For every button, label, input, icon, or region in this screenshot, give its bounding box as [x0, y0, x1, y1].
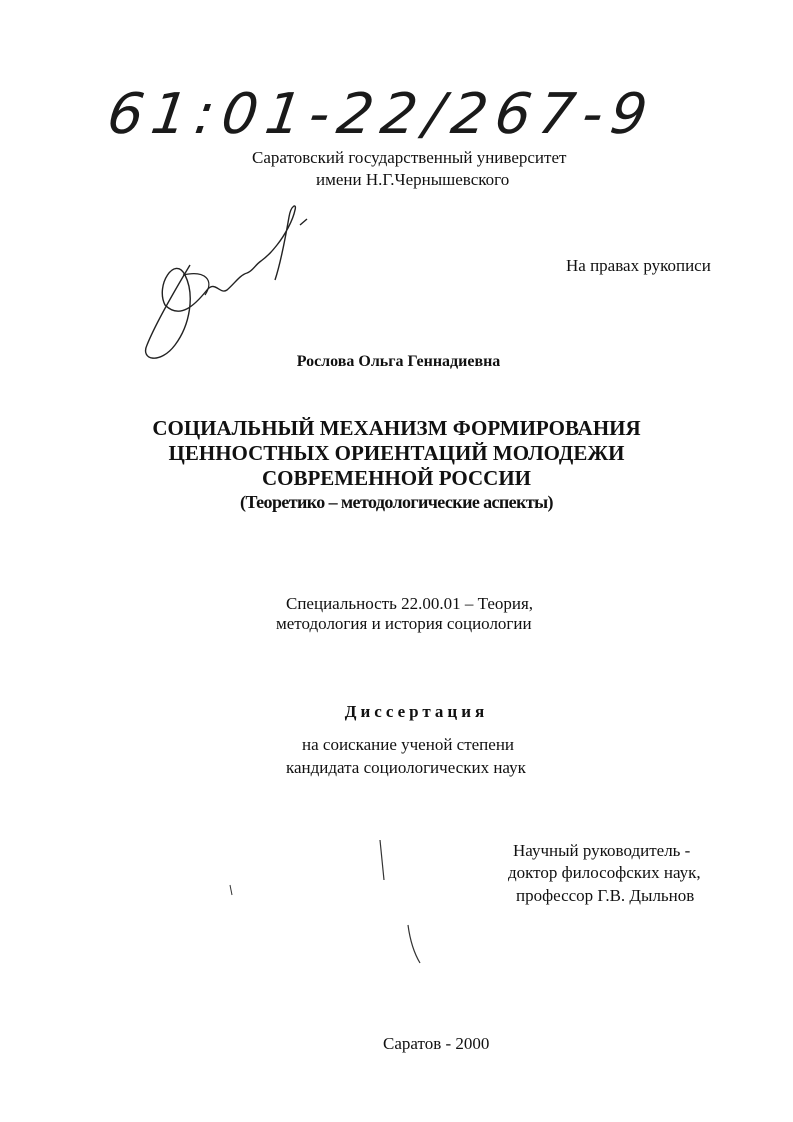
title-line-2: ЦЕННОСТНЫХ ОРИЕНТАЦИЙ МОЛОДЕЖИ [168, 441, 625, 465]
title-line-3: СОВРЕМЕННОЙ РОССИИ [261, 466, 532, 490]
degree-line-1: на соискание ученой степени [302, 735, 515, 754]
signature [135, 195, 335, 375]
title-line-1: СОЦИАЛЬНЫЙ МЕХАНИЗМ ФОРМИРОВАНИЯ [152, 416, 641, 440]
place-and-year: Саратов - 2000 [383, 1034, 490, 1053]
degree-line-2: кандидата социологических наук [286, 758, 526, 777]
rights-note: На правах рукописи [566, 256, 711, 275]
handwritten-catalog-number: 61:01-22/267-9 [103, 82, 660, 147]
specialty-line-2: методология и история социологии [276, 614, 532, 633]
supervisor-line-3: профессор Г.В. Дыльнов [516, 886, 695, 905]
supervisor-line-2: доктор философских наук, [508, 863, 701, 882]
scan-marks [220, 835, 440, 970]
university-named-after: имени Н.Г.Чернышевского [316, 170, 510, 189]
university-name: Саратовский государственный университет [252, 148, 567, 167]
title-subtitle: (Теоретико – методологические аспекты) [240, 492, 553, 512]
supervisor-line-1: Научный руководитель - [513, 841, 691, 860]
specialty-line-1: Специальность 22.00.01 – Теория, [286, 594, 534, 613]
work-type: Диссертация [344, 702, 489, 721]
author-name: Рослова Ольга Геннадиевна [296, 353, 501, 370]
